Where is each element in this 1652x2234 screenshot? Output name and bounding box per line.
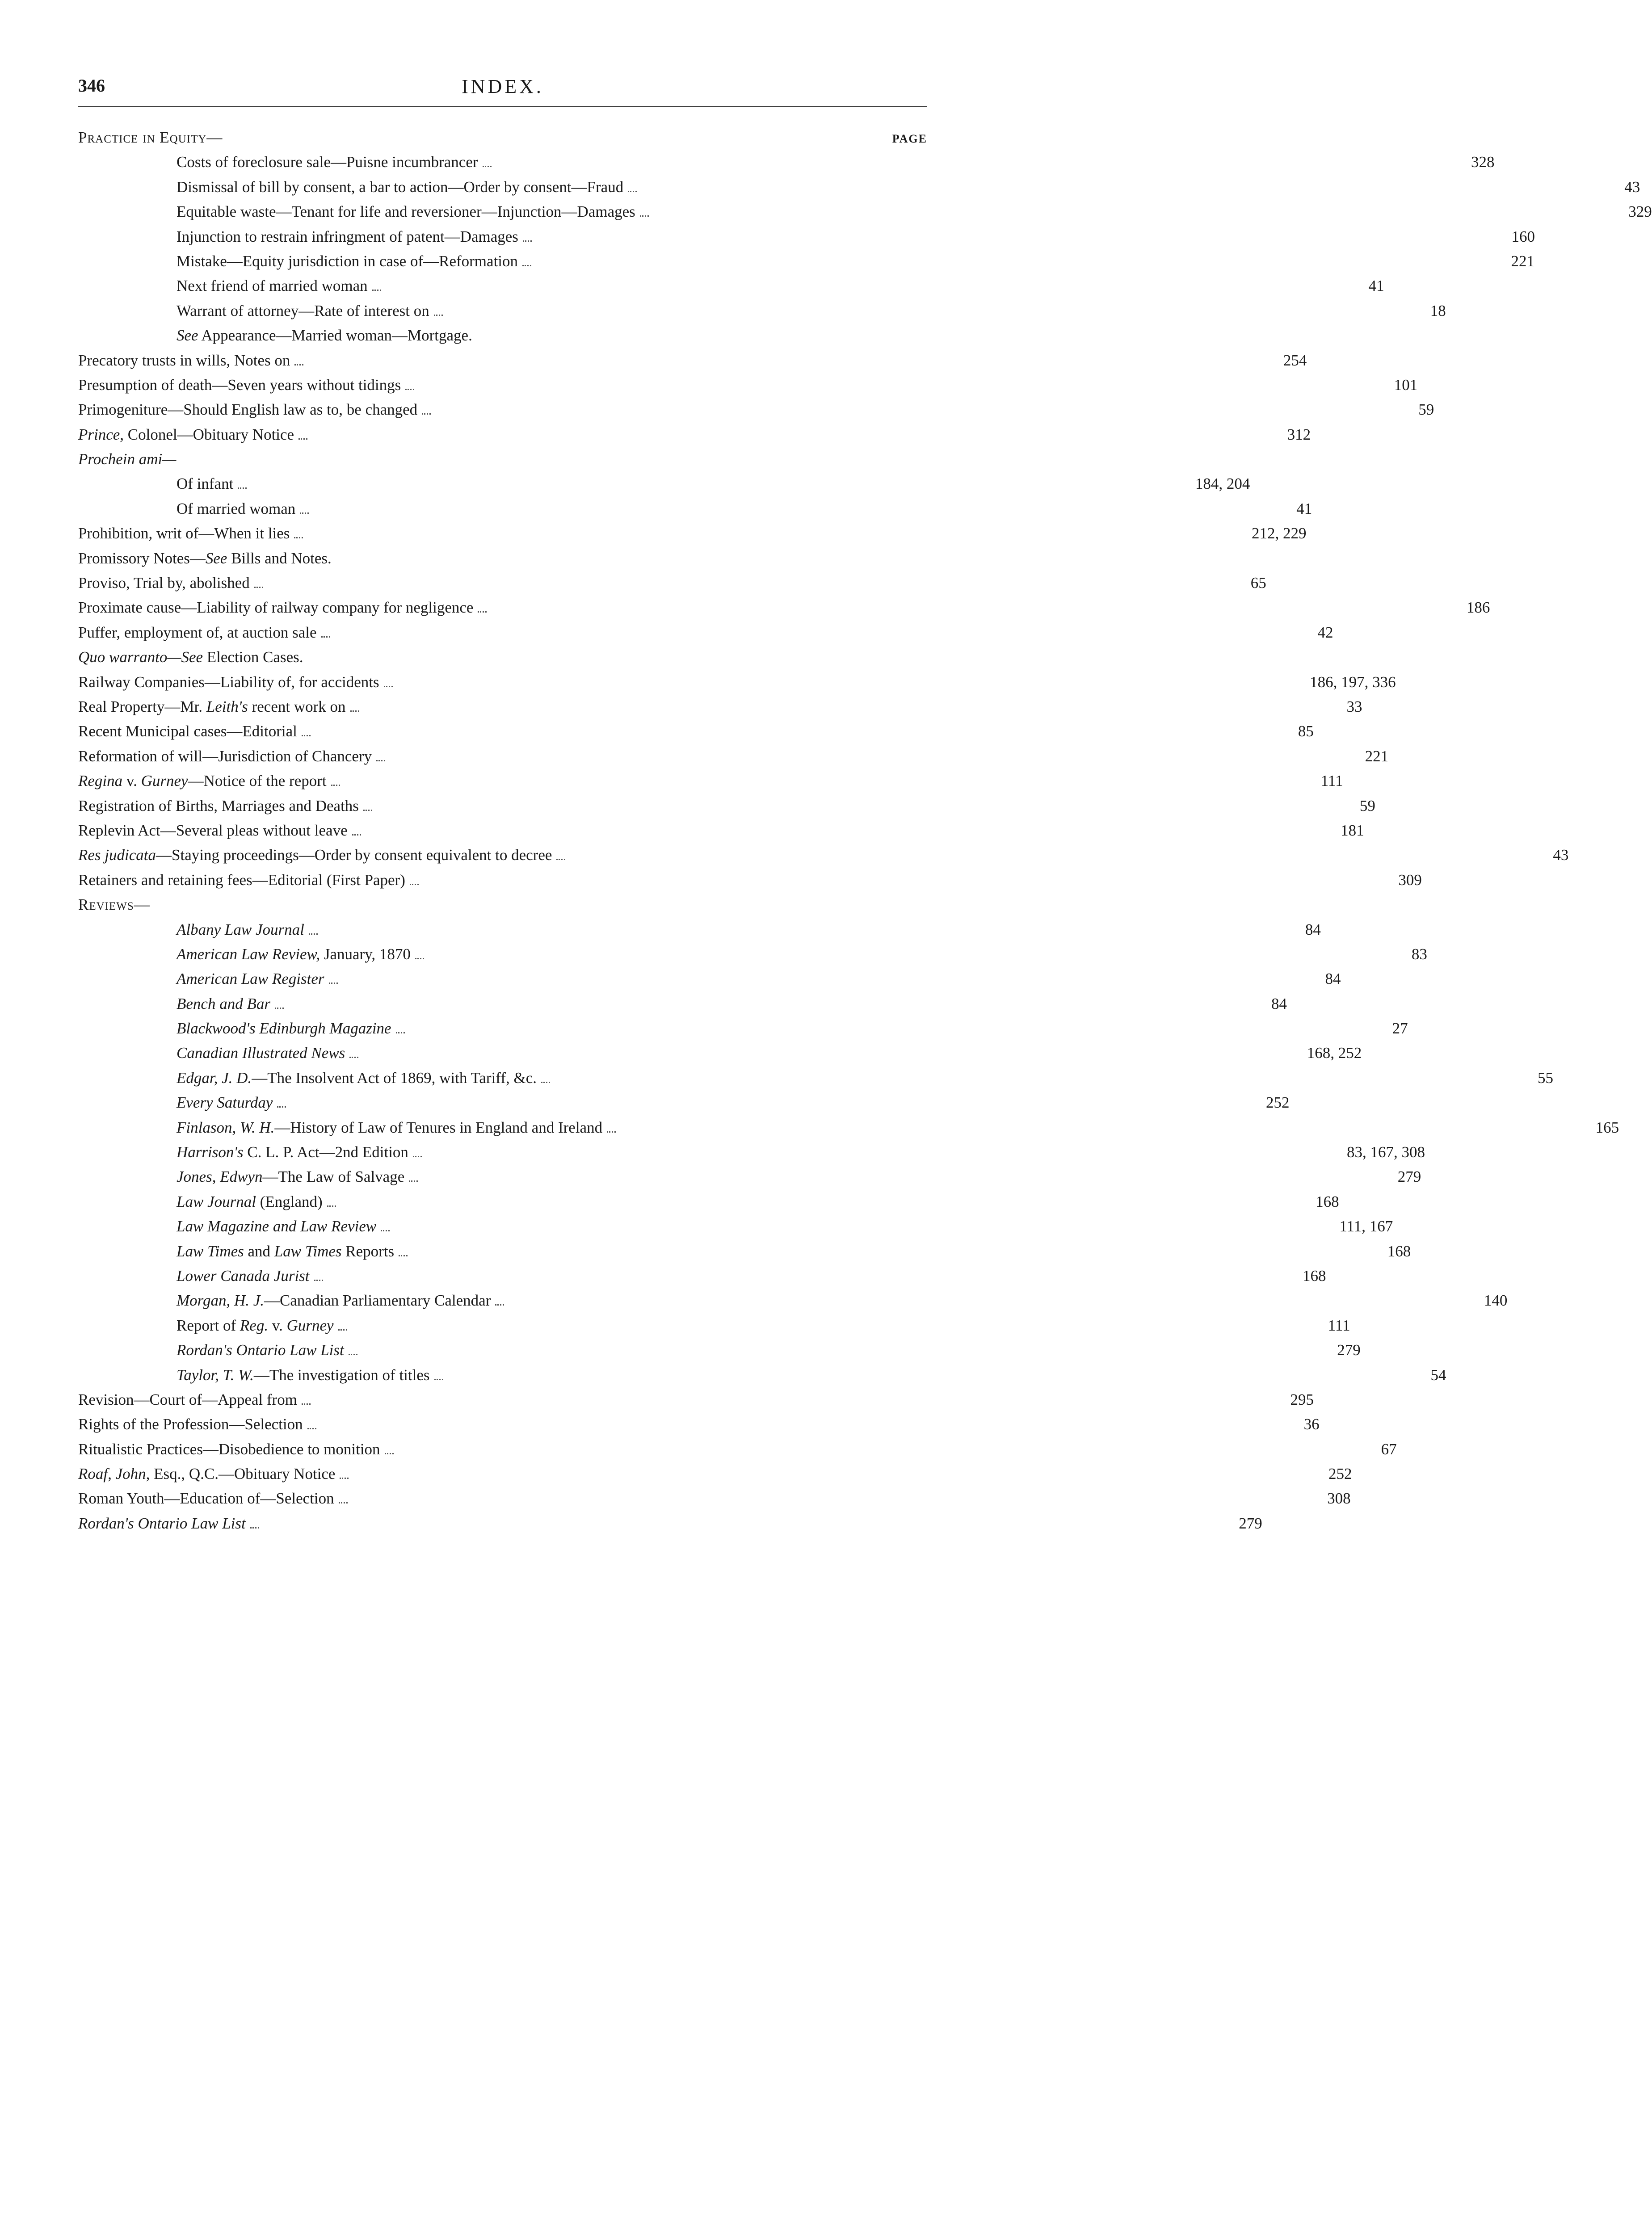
- entry-page-ref: 36: [321, 1415, 1320, 2234]
- entry-term-part: recent work on: [248, 698, 346, 715]
- index-subentry: [78, 1317, 927, 1341]
- entry-term-part: Primogeniture—Should English law as to, be changed: [78, 401, 417, 418]
- entry-term-part: Revision—Court of—Appeal from: [78, 1391, 297, 1408]
- entry-term-part: Bench and Bar: [177, 995, 270, 1012]
- entry-term-part: Of married woman: [177, 500, 295, 517]
- entry-term-part: Prince,: [78, 426, 124, 443]
- entry-page-ref: 252: [353, 1465, 1352, 2234]
- entry-term-part: Proximate cause—Liability of railway company for negligence: [78, 599, 473, 616]
- entry-page-ref: 279: [264, 1515, 1262, 2234]
- entry-page-ref: 212, 229: [307, 525, 1306, 2159]
- entry-term-part: American Law Review,: [177, 945, 320, 963]
- leader-dots: [483, 166, 492, 167]
- index-page: [0, 0, 999, 1635]
- leader-dots: [372, 290, 381, 291]
- entry-term-part: Ritualistic Practices—Disobedience to monition: [78, 1440, 380, 1458]
- index-entry: [78, 772, 927, 797]
- entry-term-part: Railway Companies—Liability of, for accidents: [78, 673, 379, 691]
- index-entry: [78, 376, 927, 401]
- entry-page-ref: 41: [386, 277, 1384, 1912]
- entry-term-part: Regina: [78, 772, 122, 789]
- entry-term-part: Retainers and retaining fees—Editorial (First Paper): [78, 871, 405, 889]
- entry-page-ref: 186, 197, 336: [397, 673, 1396, 2234]
- entry-page-ref: 84: [342, 970, 1341, 2234]
- entry-page-ref: 186: [491, 599, 1490, 2234]
- entry-term-part: Precatory trusts in wills, Notes on: [78, 352, 290, 369]
- index-subentry: [78, 1168, 927, 1193]
- entry-term-part: Res judicata: [78, 846, 156, 864]
- entry-page-ref: 85: [315, 722, 1314, 2234]
- entry-term-part: Colonel—Obituary Notice: [124, 426, 294, 443]
- index-subentry: [78, 277, 927, 302]
- page-header: [78, 75, 927, 102]
- entry-page-ref: 184, 204: [251, 475, 1250, 2110]
- entry-page-ref: 252: [290, 1094, 1289, 2234]
- entry-page-ref: 18: [447, 302, 1446, 1937]
- entry-term: [78, 352, 290, 370]
- page-column-label: PAGE: [892, 132, 927, 146]
- entry-term-part: Equitable waste—Tenant for life and reversioner—Injunction—Damages: [177, 203, 635, 220]
- entry-term-part: —Staying proceedings—Order by consent equivalent to decree: [156, 846, 552, 864]
- entry-term-part: Esq., Q.C.—Obituary Notice: [150, 1465, 335, 1482]
- entry-term-part: Mistake—Equity jurisdiction in case of—Reformation: [177, 252, 518, 270]
- entry-page-ref: 59: [435, 401, 1434, 2036]
- entry-term-part: Law Times: [274, 1243, 342, 1260]
- entry-term-part: —The investigation of titles: [254, 1366, 430, 1384]
- entry-page-ref: 33: [364, 698, 1362, 2234]
- entry-term-part: Puffer, employment of, at auction sale: [78, 624, 317, 641]
- index-subentry: [78, 475, 927, 500]
- entry-term-part: —Canadian Parliamentary Calendar: [264, 1292, 491, 1309]
- entry-term-part: Proviso, Trial by, abolished: [78, 574, 250, 592]
- index-subentry: [78, 302, 927, 327]
- entry-term-part: Canadian Illustrated News: [177, 1044, 345, 1062]
- index-subentry: [78, 500, 927, 525]
- entry-term-part: Leith's: [206, 698, 248, 715]
- page-title: INDEX.: [78, 75, 927, 98]
- entry-page-ref: 168, 252: [363, 1044, 1362, 2234]
- entry-term-part: —Notice of the report: [188, 772, 327, 789]
- entry-term-part: Reg.: [240, 1317, 268, 1334]
- entry-term-part: and: [244, 1243, 274, 1260]
- entry-term-part: Real Property—Mr.: [78, 698, 206, 715]
- index-entry: [78, 722, 927, 747]
- entry-page-ref: 101: [419, 376, 1417, 2011]
- entry-term: [78, 426, 294, 444]
- entry-page-ref: 140: [509, 1292, 1507, 2234]
- entry-term: [177, 277, 368, 295]
- entry-page-ref: 83, 167, 308: [426, 1143, 1425, 2234]
- entry-term-part: Rordan's Ontario Law List: [78, 1515, 246, 1532]
- entry-term: [177, 475, 233, 493]
- entry-page-ref: 312: [312, 426, 1311, 2061]
- entry-term-part: Lower Canada Jurist: [177, 1267, 310, 1285]
- index-subentry: [78, 1267, 927, 1292]
- entry-term-part: Law Journal: [177, 1193, 256, 1210]
- entry-term-part: Practice in Equity—: [78, 129, 223, 146]
- entry-term-part: Election Cases.: [203, 648, 303, 666]
- entry-page-ref: 84: [288, 995, 1287, 2234]
- entry-page-ref: 84: [322, 921, 1321, 2234]
- entry-term-part: Reformation of will—Jurisdiction of Chancery: [78, 747, 372, 765]
- entry-term-part: Harrison's: [177, 1143, 243, 1161]
- entry-term: [177, 153, 478, 171]
- index-entry: [78, 1440, 927, 1465]
- entry-term-part: Gurney: [141, 772, 188, 789]
- entry-page-ref: 168: [340, 1193, 1339, 2234]
- index-subentry: [78, 1218, 927, 1242]
- index-subentry: [78, 1341, 927, 1366]
- index-entry: [78, 822, 927, 846]
- entry-term-part: C. L. P. Act—2nd Edition: [243, 1143, 408, 1161]
- index-entry: [78, 1391, 927, 1415]
- index-subentry: [78, 1143, 927, 1168]
- entry-page-ref: 111: [352, 1317, 1350, 2234]
- index-subentry: [78, 1366, 927, 1391]
- entry-page-ref: 309: [423, 871, 1422, 2234]
- index-subentry: [78, 1044, 927, 1069]
- entry-term-part: Appearance—Married woman—Mortgage.: [198, 327, 472, 344]
- entry-term-part: Warrant of attorney—Rate of interest on: [177, 302, 429, 319]
- entry-term-part: Recent Municipal cases—Editorial: [78, 722, 297, 740]
- index-heading: [78, 129, 927, 153]
- index-list: [78, 129, 927, 1539]
- entry-term-part: See: [206, 550, 227, 567]
- entry-term-part: Replevin Act—Several pleas without leave: [78, 822, 348, 839]
- index-entry: [78, 1490, 927, 1514]
- entry-page-ref: 308: [352, 1490, 1351, 2234]
- entry-term-part: —History of Law of Tenures in England and Ireland: [274, 1119, 602, 1136]
- index-subentry: [78, 1094, 927, 1118]
- entry-page-ref: 329: [653, 203, 1652, 1838]
- entry-term-part: Prochein ami—: [78, 450, 176, 468]
- entry-term-part: Blackwood's Edinburgh Magazine: [177, 1020, 391, 1037]
- entry-term-part: —The Insolvent Act of 1869, with Tariff, &c.: [252, 1069, 537, 1087]
- entry-term-part: See: [177, 327, 198, 344]
- leader-dots: [298, 438, 307, 440]
- entry-term-part: Reviews—: [78, 896, 150, 913]
- entry-term-part: Quo warranto—See: [78, 648, 203, 666]
- entry-term-part: Taylor, T. W.: [177, 1366, 254, 1384]
- entry-page-ref: 279: [362, 1341, 1361, 2234]
- index-subentry: [78, 1243, 927, 1267]
- entry-page-ref: 83: [429, 945, 1427, 2234]
- entry-term-part: Rights of the Profession—Selection: [78, 1415, 303, 1433]
- index-entry: [78, 624, 927, 648]
- entry-term-part: American Law Register: [177, 970, 324, 987]
- entry-term: [78, 129, 223, 147]
- entry-term: [177, 252, 518, 270]
- index-entry: [78, 673, 927, 698]
- index-subentry: [78, 1193, 927, 1218]
- index-entry: [78, 574, 927, 599]
- entry-term-part: Roman Youth—Education of—Selection: [78, 1490, 334, 1507]
- entry-term-part: Of infant: [177, 475, 233, 492]
- entry-page-ref: 43: [641, 178, 1640, 1813]
- entry-page-ref: 328: [496, 153, 1495, 1788]
- entry-page-ref: 221: [536, 252, 1534, 1887]
- index-subentry: [78, 945, 927, 970]
- entry-term-part: v.: [122, 772, 141, 789]
- index-entry: [78, 599, 927, 623]
- entry-term: [78, 1515, 246, 1533]
- entry-term-part: Injunction to restrain infringment of patent—Damages: [177, 228, 518, 245]
- entry-term-part: Rordan's Ontario Law List: [177, 1341, 344, 1359]
- index-entry: [78, 401, 927, 425]
- entry-term-part: Report of: [177, 1317, 240, 1334]
- index-subentry: [78, 970, 927, 995]
- entry-page-ref: 111: [345, 772, 1343, 2234]
- entry-page-ref: 160: [536, 228, 1535, 1863]
- entry-page-ref: 181: [366, 822, 1364, 2234]
- entry-term-part: Gurney: [287, 1317, 334, 1334]
- entry-term-part: Morgan, H. J.: [177, 1292, 264, 1309]
- entry-term-part: —The Law of Salvage: [262, 1168, 404, 1185]
- entry-term-part: Roaf, John,: [78, 1465, 150, 1482]
- entry-term-part: Albany Law Journal: [177, 921, 304, 938]
- entry-term-part: Presumption of death—Seven years without tidings: [78, 376, 401, 394]
- entry-page-ref: 221: [390, 747, 1388, 2234]
- index-entry: [78, 871, 927, 896]
- index-subentry: [78, 995, 927, 1020]
- entry-term-part: Costs of foreclosure sale—Puisne incumbrancer: [177, 153, 478, 171]
- entry-term-part: Registration of Births, Marriages and Deaths: [78, 797, 359, 815]
- entry-page-ref: 168: [412, 1243, 1411, 2234]
- entry-page-ref: 55: [555, 1069, 1553, 2234]
- entry-page-ref: 27: [409, 1020, 1408, 2234]
- entry-page-ref: 111, 167: [394, 1218, 1393, 2234]
- entry-term-part: Bills and Notes.: [227, 550, 331, 567]
- entry-page-ref: 165: [620, 1119, 1619, 2234]
- entry-term-part: Dismissal of bill by consent, a bar to action—Order by consent—Fraud: [177, 178, 623, 196]
- entry-term: [78, 574, 250, 592]
- entry-term-part: Edgar, J. D.: [177, 1069, 252, 1087]
- entry-term-part: Finlason, W. H.: [177, 1119, 274, 1136]
- header-rule-top: [78, 106, 927, 107]
- entry-page-ref: 59: [377, 797, 1375, 2234]
- index-subentry: [78, 921, 927, 945]
- entry-page-ref: 65: [268, 574, 1266, 2209]
- entry-term-part: Every Saturday: [177, 1094, 273, 1111]
- entry-term-part: (England): [256, 1193, 323, 1210]
- index-entry: [78, 352, 927, 376]
- entry-term-part: Next friend of married woman: [177, 277, 368, 294]
- entry-page-ref: 254: [308, 352, 1307, 1986]
- entry-term-part: Jones, Edwyn: [177, 1168, 262, 1185]
- index-entry: [78, 1465, 927, 1490]
- entry-page-ref: 295: [315, 1391, 1314, 2234]
- entry-term: [177, 228, 518, 246]
- entry-page-ref: 67: [398, 1440, 1397, 2234]
- page-number: 346: [78, 75, 105, 96]
- index-entry: [78, 747, 927, 772]
- index-entry: [78, 698, 927, 722]
- entry-term-part: Prohibition, writ of—When it lies: [78, 525, 290, 542]
- index-subentry: [78, 1020, 927, 1044]
- index-entry: [78, 1515, 927, 1539]
- entry-term: [78, 896, 150, 914]
- entry-page-ref: 279: [422, 1168, 1421, 2234]
- index-entry: [78, 797, 927, 822]
- index-subentry: [78, 153, 927, 178]
- entry-term-part: Promissory Notes—: [78, 550, 206, 567]
- entry-term-part: January, 1870: [320, 945, 411, 963]
- entry-term-part: Law Times: [177, 1243, 244, 1260]
- entry-page-ref: 54: [448, 1366, 1446, 2234]
- entry-term-part: Reports: [342, 1243, 395, 1260]
- index-entry: [78, 426, 927, 450]
- entry-term-part: Law Magazine and Law Review: [177, 1218, 376, 1235]
- entry-page-ref: 43: [570, 846, 1568, 2234]
- entry-term-part: v.: [268, 1317, 286, 1334]
- leader-dots: [294, 364, 303, 365]
- index-entry: [78, 1415, 927, 1440]
- entry-term: [78, 450, 176, 468]
- entry-page-ref: 168: [328, 1267, 1326, 2234]
- index-entry: [78, 525, 927, 549]
- entry-page-ref: 41: [313, 500, 1312, 2135]
- entry-page-ref: 42: [335, 624, 1333, 2234]
- leader-dots: [238, 487, 247, 489]
